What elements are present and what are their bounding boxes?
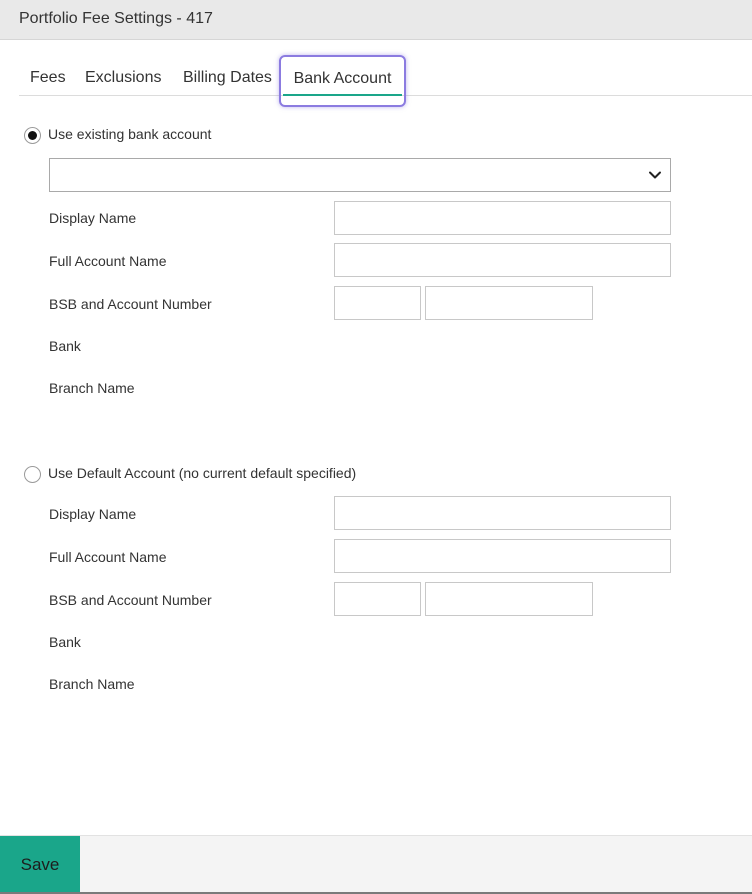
tab-bank-account[interactable]: [279, 55, 406, 107]
existing-display-name-label: Display Name: [49, 210, 137, 226]
default-full-account-name-input[interactable]: [334, 539, 671, 573]
existing-bsb-account-label: BSB and Account Number: [49, 296, 212, 312]
default-bank-label: Bank: [49, 634, 81, 650]
existing-account-radio[interactable]: [24, 127, 41, 144]
existing-account-select[interactable]: [49, 158, 671, 192]
existing-account-number-input[interactable]: [425, 286, 593, 320]
existing-bsb-input[interactable]: [334, 286, 421, 320]
chevron-down-icon: [648, 168, 662, 182]
existing-full-account-name-input[interactable]: [334, 243, 671, 277]
existing-branch-name-label: Branch Name: [49, 380, 135, 396]
tab-fees[interactable]: Fees: [30, 69, 66, 86]
existing-bank-label: Bank: [49, 338, 81, 354]
default-full-account-name-label: Full Account Name: [49, 549, 167, 565]
tab-billing-dates[interactable]: Billing Dates: [183, 69, 272, 86]
existing-full-account-name-label: Full Account Name: [49, 253, 167, 269]
window-title: Portfolio Fee Settings - 417: [19, 10, 213, 27]
default-bsb-input[interactable]: [334, 582, 421, 616]
existing-display-name-input[interactable]: [334, 201, 671, 235]
tab-bank-account-label: Bank Account: [293, 70, 392, 87]
default-account-radio[interactable]: [24, 466, 41, 483]
tab-bar: [19, 56, 752, 96]
footer-bar: [0, 835, 752, 894]
title-bar: [0, 0, 752, 40]
active-tab-underline: [283, 94, 402, 96]
save-button[interactable]: Save: [0, 836, 80, 894]
default-bsb-account-label: BSB and Account Number: [49, 592, 212, 608]
tab-exclusions[interactable]: Exclusions: [85, 69, 162, 86]
default-account-number-input[interactable]: [425, 582, 593, 616]
default-display-name-label: Display Name: [49, 506, 137, 522]
default-display-name-input[interactable]: [334, 496, 671, 530]
default-branch-name-label: Branch Name: [49, 676, 135, 692]
existing-account-radio-label: Use existing bank account: [48, 126, 212, 142]
default-account-radio-label: Use Default Account (no current default specified): [48, 465, 357, 481]
